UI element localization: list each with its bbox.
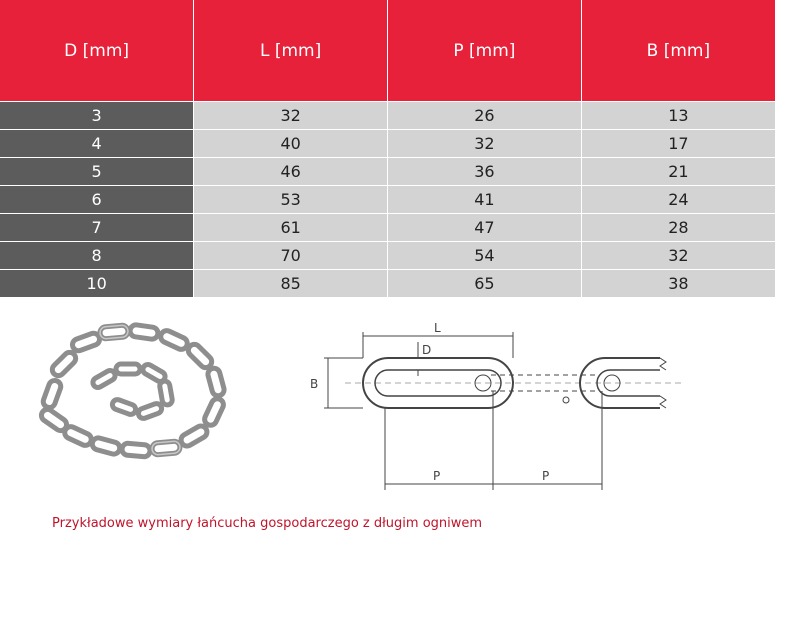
header-p: P [mm]: [388, 0, 582, 102]
header-d: D [mm]: [0, 0, 194, 102]
cell-d: 7: [0, 214, 194, 242]
label-d: D: [422, 343, 432, 357]
dimensions-table: [0, 0, 775, 297]
cell-b: 32: [581, 242, 775, 270]
label-b: B: [310, 377, 319, 391]
chain-photo: [30, 318, 260, 478]
label-p-first: P: [433, 469, 441, 483]
cell-l: 61: [194, 214, 388, 242]
cell-b: 21: [581, 158, 775, 186]
cell-l: 70: [194, 242, 388, 270]
cell-p: 41: [388, 186, 582, 214]
caption: Przykładowe wymiary łańcucha gospodarczego z długim ogniwem: [52, 516, 483, 531]
cell-d: 10: [0, 270, 194, 298]
cell-l: 46: [194, 158, 388, 186]
cell-b: 28: [581, 214, 775, 242]
cell-b: 17: [581, 130, 775, 158]
cell-l: 53: [194, 186, 388, 214]
cell-d: 6: [0, 186, 194, 214]
chain-link-diagram: [300, 318, 700, 498]
cell-b: 13: [581, 102, 775, 130]
table-row: [0, 102, 775, 130]
cell-d: 4: [0, 130, 194, 158]
cell-p: 26: [388, 102, 582, 130]
header-b: B [mm]: [581, 0, 775, 102]
table-row: [0, 158, 775, 186]
cell-d: 3: [0, 102, 194, 130]
table-row: [0, 270, 775, 298]
cell-p: 36: [388, 158, 582, 186]
cell-l: 32: [194, 102, 388, 130]
cell-d: 5: [0, 158, 194, 186]
cell-p: 32: [388, 130, 582, 158]
cell-p: 65: [388, 270, 582, 298]
cell-p: 54: [388, 242, 582, 270]
table-row: [0, 186, 775, 214]
table-header-row: [0, 0, 775, 102]
cell-d: 8: [0, 242, 194, 270]
table-row: [0, 214, 775, 242]
label-l: L: [434, 321, 441, 335]
header-l: L [mm]: [194, 0, 388, 102]
cell-p: 47: [388, 214, 582, 242]
cell-b: 24: [581, 186, 775, 214]
table-row: [0, 242, 775, 270]
cell-b: 38: [581, 270, 775, 298]
table-row: [0, 130, 775, 158]
cell-l: 85: [194, 270, 388, 298]
cell-l: 40: [194, 130, 388, 158]
label-p-second: P: [542, 469, 550, 483]
